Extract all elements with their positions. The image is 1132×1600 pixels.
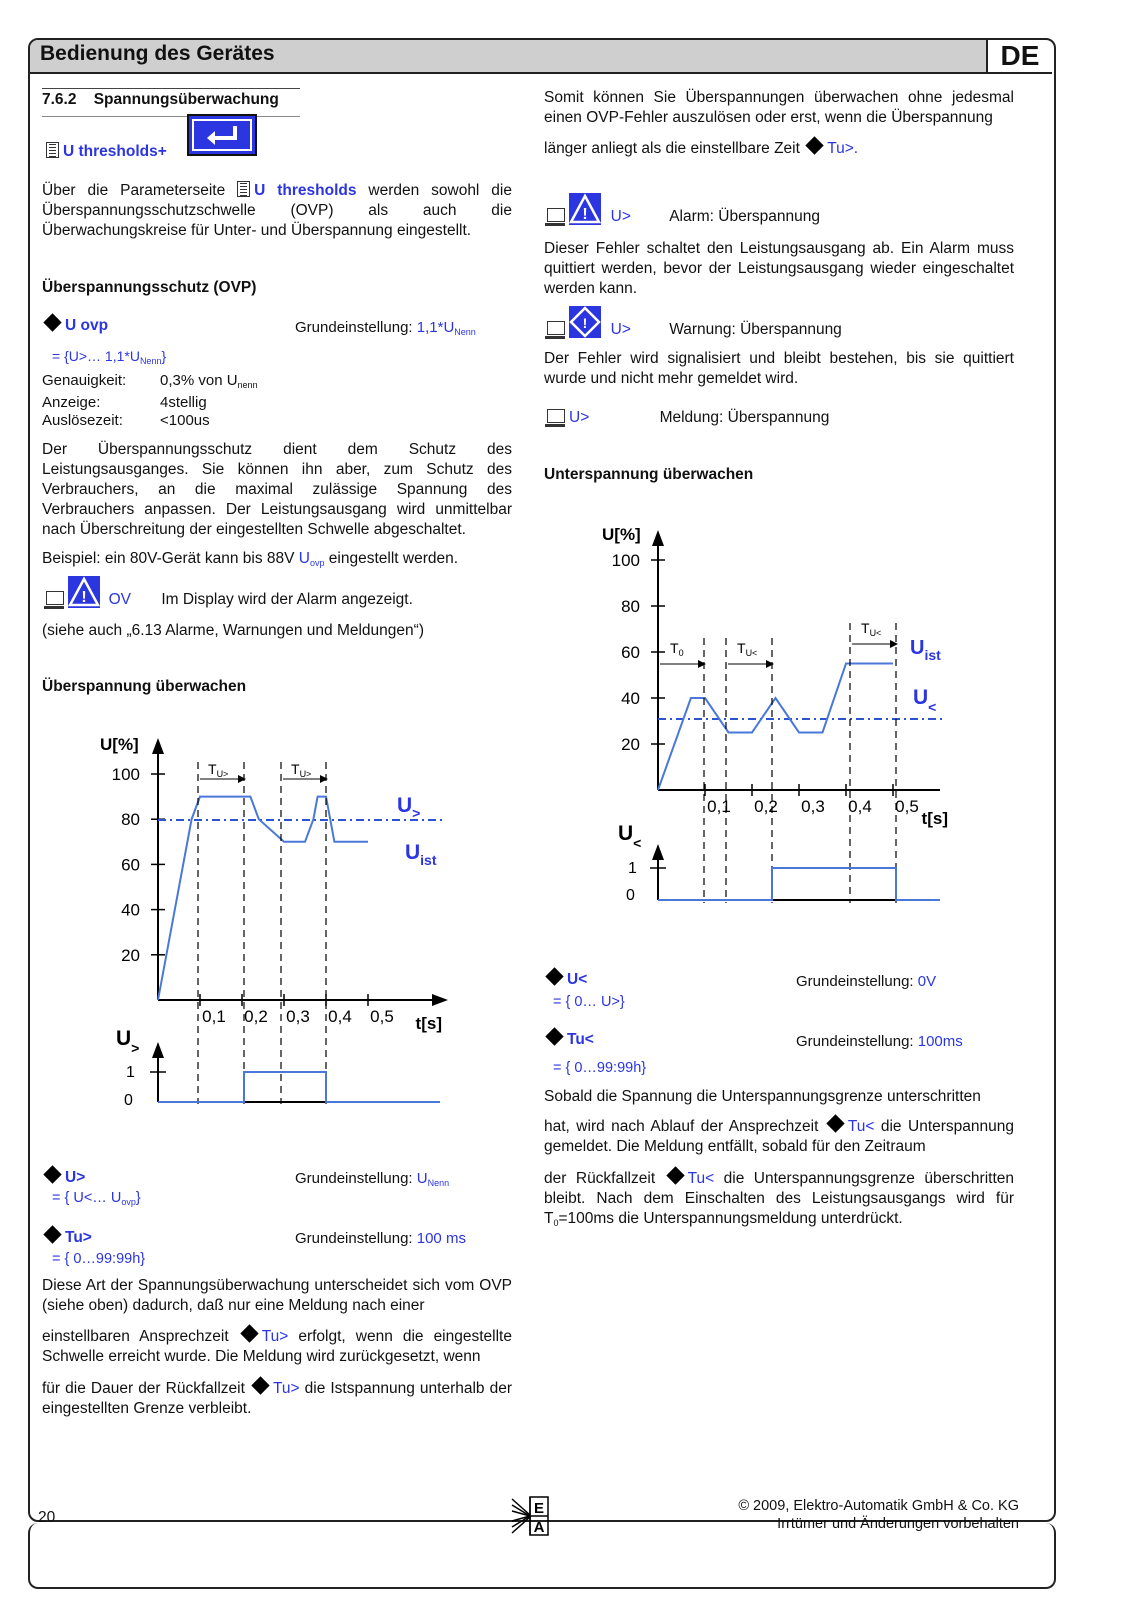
see-also: (siehe auch „6.13 Alarme, Warnungen und Meldungen“) [42, 622, 424, 639]
tu-label: $T_{U<}$ [737, 640, 758, 658]
ovp-specs: Genauigkeit: 0,3% von $U_{nenn}$ Anzeige: 4stellig Auslösezeit: <100us [42, 372, 258, 429]
diamond-icon [43, 1165, 61, 1183]
tugt-param[interactable]: Tu> [42, 1228, 92, 1248]
svg-text:!: ! [582, 315, 588, 331]
tult-default: Grundeinstellung: 100ms [796, 1033, 963, 1050]
language-badge: DE [986, 40, 1052, 72]
diamond-icon [43, 1225, 61, 1243]
uthresholds-label: U thresholds+ [63, 143, 167, 160]
overvoltage-chart [100, 732, 460, 1117]
digital-signal [158, 1072, 440, 1102]
y-tick-label: 80 [621, 597, 640, 616]
u-lt-legend: $U_<$ [913, 686, 937, 715]
display-icon [547, 208, 565, 222]
parameter-page-icon [237, 181, 250, 197]
x-tick-label: 0,2 [754, 797, 778, 816]
intro-paragraph: Über die Parameterseite U thresholds werden sowohl die Überspannungsschutzschwelle (OVP) als auch die Überwachungskreise für Unter- und Überspannung eingestellt. [42, 182, 512, 239]
section-number: 7.6.2 [42, 91, 77, 108]
uovp-range: = {U>… $1,1*U_{Nenn}$} [52, 348, 167, 366]
y-tick-label: 100 [111, 765, 140, 784]
y-axis-label: U[%] [602, 525, 641, 544]
y-tick-label: 20 [621, 735, 640, 754]
digital-tick: 0 [124, 1092, 133, 1109]
alarm-line: ! U> Alarm: Überspannung [547, 193, 820, 227]
uist-legend: $U_{ist}$ [910, 637, 941, 663]
uthresholds-entry[interactable] [46, 142, 167, 162]
warning-line: ! U> Warnung: Überspannung [547, 306, 842, 340]
tu-label: $T_{U>}$ [208, 761, 229, 779]
diamond-icon [806, 136, 824, 154]
x-tick-label: 0,5 [895, 797, 919, 816]
digital-tick: 1 [126, 1064, 135, 1081]
uthresholds-link[interactable]: U thresholds [254, 182, 357, 199]
diamond-icon [545, 967, 563, 985]
heading-divider [42, 116, 300, 117]
svg-text:!: ! [582, 206, 588, 223]
enter-key-icon [187, 114, 257, 156]
x-tick-label: 0,3 [286, 1007, 310, 1026]
ugt-param[interactable]: U> [42, 1168, 85, 1188]
x-tick-label: 0,1 [202, 1007, 226, 1026]
svg-text:E: E [533, 1500, 545, 1517]
uist-legend: $U_{ist}$ [405, 841, 437, 868]
t0-label: $T_0$ [670, 640, 684, 658]
digital-label: $U_>$ [116, 1027, 140, 1056]
tugt-default: Grundeinstellung: 100 ms [295, 1230, 466, 1247]
svg-text:A: A [533, 1519, 545, 1536]
tult-range: = { 0…99:99h} [553, 1060, 647, 1076]
alarm-warning-icon [68, 576, 100, 608]
undervoltage-heading: Unterspannung überwachen [544, 466, 754, 483]
undervoltage-chart [600, 518, 960, 913]
uist-line [658, 664, 893, 791]
display-icon [547, 409, 565, 423]
diamond-icon [240, 1324, 258, 1342]
uist-line [158, 797, 368, 1000]
message-line: U> Meldung: Überspannung [547, 408, 829, 428]
under-paragraph-1: Sobald die Spannung die Unterspannungsgrenze unterschritten [544, 1088, 981, 1105]
footer-copyright [738, 1497, 1019, 1533]
page-number: 20 [38, 1509, 56, 1526]
ovp-paragraph: Der Überspannungsschutz dient dem Schutz des Leistungsausganges. Sie können ihn aber, zum Schutz des Verbrauchers, an die maximal zulässige Spannung des Verbrauchers anpassen. Der Leistungsausgang wird unmittelbar nach Überschreitung der eingestellten Schwelle abgeschaltet. [42, 441, 512, 538]
digital-label: $U_<$ [618, 822, 642, 851]
alarm-warning-icon [569, 193, 601, 225]
page-header [30, 40, 1052, 74]
under-paragraph-2: hat, wird nach Ablauf der Ansprechzeit Tu< die Unterspannung gemeldet. Die Meldung entfällt, sobald für den Zeitraum [544, 1117, 1014, 1157]
y-tick-label: 60 [621, 643, 640, 662]
disclaimer-text: Irrtümer und Änderungen vorbehalten [777, 1516, 1019, 1532]
display-icon [547, 321, 565, 335]
diamond-icon [251, 1376, 269, 1394]
x-tick-label: 0,5 [370, 1007, 394, 1026]
y-axis-label: U[%] [100, 735, 139, 754]
overvoltage-heading: Überspannung überwachen [42, 678, 247, 695]
y-tick-label: 40 [621, 689, 640, 708]
digital-tick: 1 [628, 860, 637, 877]
ugt-range: = { U<… $U_{ovp}$} [52, 1190, 141, 1207]
ugt-default: Grundeinstellung: $U_{Nenn}$ [295, 1170, 450, 1188]
ovp-heading: Überspannungsschutz (OVP) [42, 279, 257, 296]
warning-diamond-icon [569, 306, 601, 338]
monitor-paragraph-3: für die Dauer der Rückfallzeit Tu> die Istspannung unterhalb der eingestellten Grenze verbleibt. [42, 1379, 512, 1419]
diamond-icon [666, 1166, 684, 1184]
x-axis-label: t[s] [415, 1014, 442, 1033]
y-tick-label: 100 [611, 551, 640, 570]
timing-guides [198, 762, 326, 1104]
tu-label: $T_{U>}$ [291, 761, 312, 779]
page-title: Bedienung des Gerätes [40, 42, 275, 65]
ult-range: = { 0… U>} [553, 994, 625, 1010]
x-tick-label: 0,4 [328, 1007, 352, 1026]
alarm-paragraph: Dieser Fehler schaltet den Leistungsausgang ab. Ein Alarm muss quittiert werden, bevor der Leistungsausgang wieder eingeschaltet werden kann. [544, 240, 1014, 297]
u-gt-legend: $U_>$ [397, 794, 421, 821]
parameter-page-icon [46, 142, 59, 158]
svg-text:!: ! [81, 589, 87, 606]
section-title: Spannungsüberwachung [93, 91, 279, 108]
x-axis-label: t[s] [921, 809, 948, 828]
x-tick-label: 0,2 [244, 1007, 268, 1026]
digital-tick: 0 [626, 887, 635, 904]
y-tick-label: 40 [121, 900, 140, 920]
diamond-icon [43, 313, 61, 331]
diamond-icon [826, 1114, 844, 1132]
tugt-range: = { 0…99:99h} [52, 1251, 146, 1267]
diamond-icon [545, 1027, 563, 1045]
ult-default: Grundeinstellung: 0V [796, 973, 937, 990]
warning-paragraph: Der Fehler wird signalisiert und bleibt bestehen, bis sie quittiert wurde und nicht mehr gemeldet wird. [544, 350, 1014, 387]
tu-label: $T_{U<}$ [861, 620, 882, 638]
x-tick-label: 0,3 [801, 797, 825, 816]
uovp-default: Grundeinstellung: $1,1*U_{Nenn}$ [295, 319, 476, 337]
monitor-paragraph-1: Diese Art der Spannungsüberwachung unterscheidet sich vom OVP (siehe oben) dadurch, daß nur eine Meldung nach einer [42, 1277, 512, 1314]
monitor-paragraph-2: einstellbaren Ansprechzeit Tu> erfolgt, wenn die eingestellte Schwelle erreicht wurde. Die Meldung wird zurückgesetzt, wenn [42, 1327, 512, 1367]
example-line: Beispiel: ein 80V-Gerät kann bis 88V $U_{ovp}$ eingestellt werden. [42, 550, 459, 568]
digital-signal [658, 868, 940, 900]
section-heading [42, 88, 300, 110]
uovp-param[interactable]: U ovp [42, 316, 108, 336]
y-tick-label: 20 [121, 945, 140, 965]
x-tick-label: 0,1 [707, 797, 731, 816]
ov-alarm-line: ! OV Im Display wird der Alarm angezeigt. [46, 576, 413, 610]
y-tick-label: 80 [121, 810, 140, 830]
under-paragraph-3: der Rückfallzeit Tu< die Unterspannungsgrenze überschritten bleibt. Nach dem Einschalten des Leistungsausgangs wird für $T_0=100ms$ die Unterspannungsmeldung unterdrückt. [544, 1169, 1014, 1233]
ult-param[interactable]: U< [544, 970, 587, 990]
tult-param[interactable]: Tu< [544, 1030, 594, 1050]
right-paragraph-2: länger anliegt als die einstellbare Zeit Tu>. [544, 139, 858, 159]
ea-logo [510, 1495, 550, 1537]
right-paragraph-1: Somit können Sie Überspannungen überwachen ohne jedesmal einen OVP-Fehler auszulösen oder erst, wenn die Überspannung [544, 89, 1014, 126]
display-icon [46, 591, 64, 605]
copyright-text: © 2009, Elektro-Automatik GmbH & Co. KG [738, 1498, 1019, 1514]
x-tick-label: 0,4 [848, 797, 872, 816]
y-tick-label: 60 [121, 855, 140, 875]
timing-guides [704, 623, 896, 903]
